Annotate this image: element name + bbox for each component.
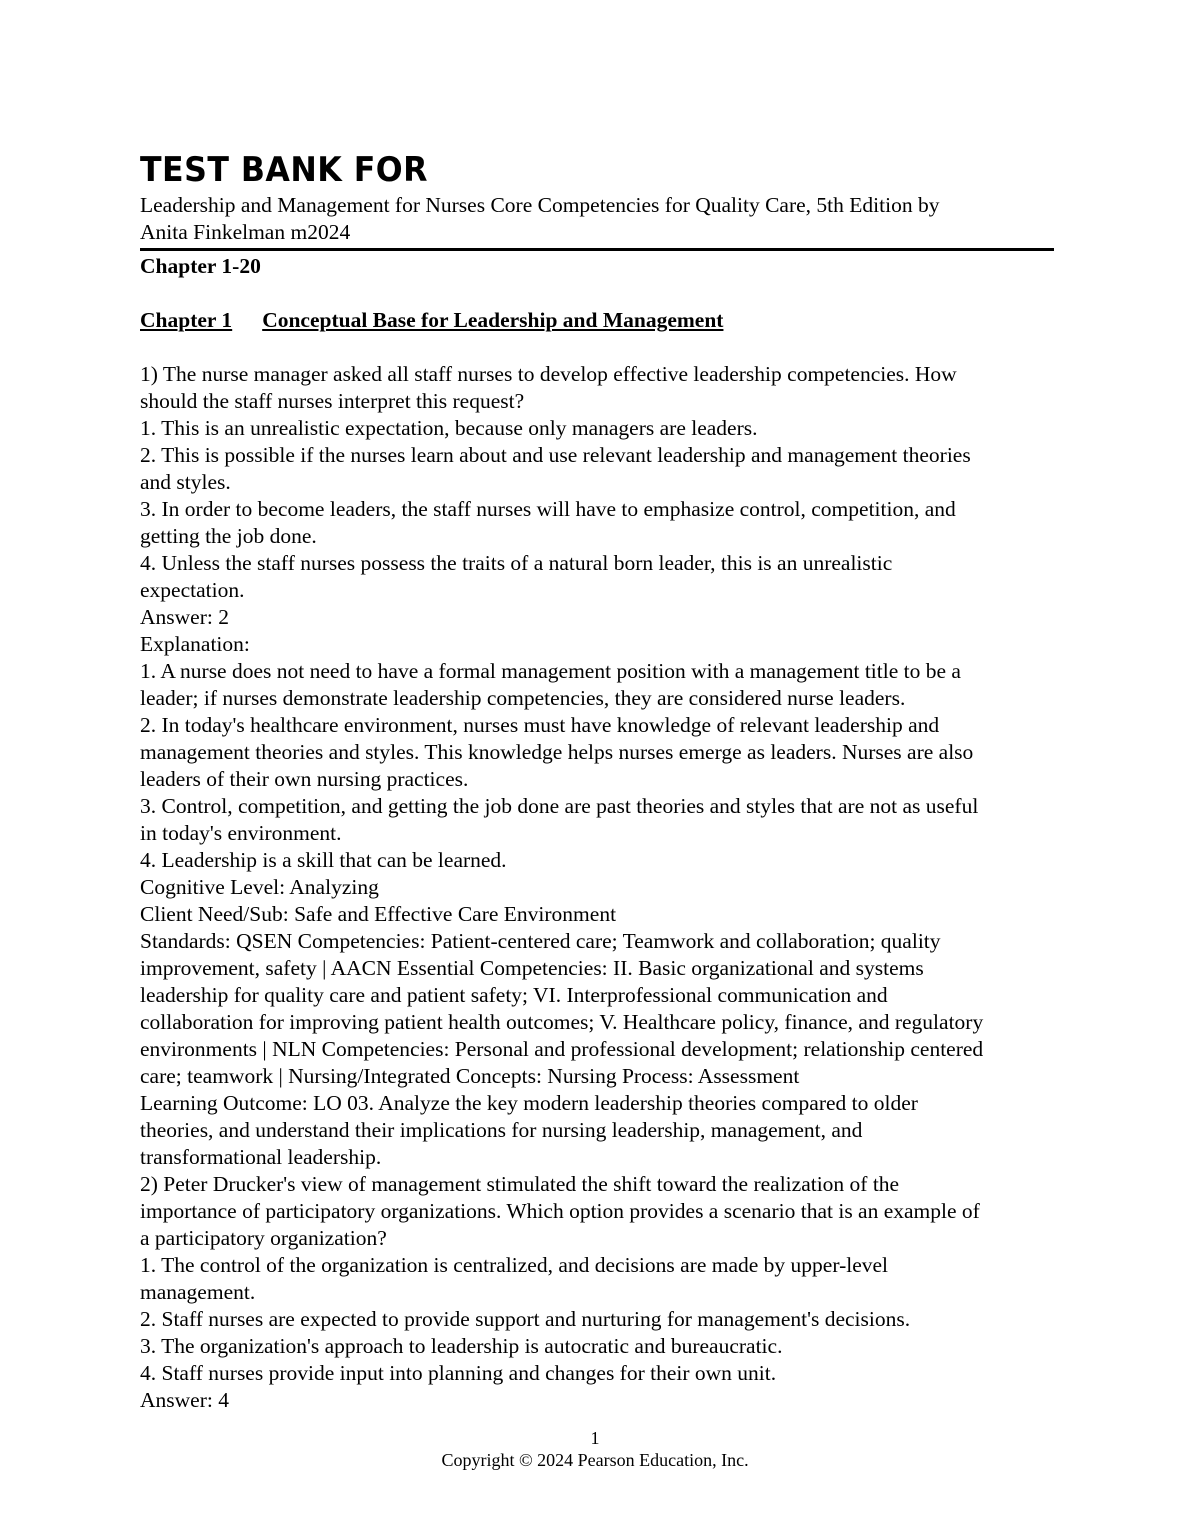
book-title-line-2: Anita Finkelman m2024 (140, 220, 351, 244)
page-content (140, 148, 1054, 1414)
text-line: 3. Control, competition, and getting the job done are past theories and styles that are not as useful (140, 794, 979, 818)
text-line: Cognitive Level: Analyzing (140, 875, 379, 899)
text-line: environments | NLN Competencies: Personal and professional development; relationship centered (140, 1037, 984, 1061)
text-line: 1. This is an unrealistic expectation, because only managers are leaders. (140, 416, 758, 440)
text-line: theories, and understand their implications for nursing leadership, management, and (140, 1118, 863, 1142)
text-line: 4. Leadership is a skill that can be learned. (140, 848, 507, 872)
document-title: TEST BANK FOR (140, 150, 428, 190)
text-line: in today's environment. (140, 821, 342, 845)
text-line: leaders of their own nursing practices. (140, 767, 469, 791)
text-line: 2. In today's healthcare environment, nurses must have knowledge of relevant leadership and (140, 713, 940, 737)
chapter-title: Conceptual Base for Leadership and Management (262, 308, 724, 332)
text-line: leadership for quality care and patient safety; VI. Interprofessional communication and (140, 983, 888, 1007)
text-line: importance of participatory organizations. Which option provides a scenario that is an example of (140, 1199, 980, 1223)
text-line: expectation. (140, 578, 245, 602)
text-line: a participatory organization? (140, 1226, 387, 1250)
text-line: 2) Peter Drucker's view of management stimulated the shift toward the realization of the (140, 1172, 900, 1196)
text-line: improvement, safety | AACN Essential Competencies: II. Basic organizational and systems (140, 956, 924, 980)
text-line: management. (140, 1280, 256, 1304)
chapter-range: Chapter 1-20 (140, 254, 261, 278)
text-line: management theories and styles. This knowledge helps nurses emerge as leaders. Nurses are also (140, 740, 974, 764)
text-line: 4. Unless the staff nurses possess the traits of a natural born leader, this is an unrealistic (140, 551, 893, 575)
text-line: collaboration for improving patient health outcomes; V. Healthcare policy, finance, and regulatory (140, 1010, 984, 1034)
text-line: getting the job done. (140, 524, 317, 548)
page-number: 1 (590, 1428, 600, 1448)
text-line: transformational leadership. (140, 1145, 382, 1169)
answer-line: Answer: 2 (140, 605, 229, 629)
title-divider (140, 248, 1054, 251)
text-line: care; teamwork | Nursing/Integrated Concepts: Nursing Process: Assessment (140, 1064, 800, 1088)
book-title-line-1: Leadership and Management for Nurses Core Competencies for Quality Care, 5th Edition by (140, 193, 940, 217)
text-line: Client Need/Sub: Safe and Effective Care Environment (140, 902, 617, 926)
text-line: leader; if nurses demonstrate leadership competencies, they are considered nurse leaders. (140, 686, 906, 710)
text-line: 2. This is possible if the nurses learn about and use relevant leadership and management theories (140, 443, 971, 467)
text-line: Explanation: (140, 632, 250, 656)
text-line: 3. The organization's approach to leadership is autocratic and bureaucratic. (140, 1334, 783, 1358)
chapter-number: Chapter 1 (140, 308, 233, 332)
text-line: 4. Staff nurses provide input into planning and changes for their own unit. (140, 1361, 777, 1385)
question-text-block (140, 361, 1054, 1414)
text-line: 1) The nurse manager asked all staff nurses to develop effective leadership competencies. How (140, 362, 957, 386)
text-line: 1. A nurse does not need to have a formal management position with a management title to be a (140, 659, 961, 683)
text-line: 2. Staff nurses are expected to provide support and nurturing for management's decisions. (140, 1307, 911, 1331)
text-line: Standards: QSEN Competencies: Patient-centered care; Teamwork and collaboration; quality (140, 929, 941, 953)
copyright-notice: Copyright © 2024 Pearson Education, Inc. (441, 1450, 749, 1470)
text-line: should the staff nurses interpret this request? (140, 389, 525, 413)
text-line: 3. In order to become leaders, the staff nurses will have to emphasize control, competition, and (140, 497, 956, 521)
text-line: Learning Outcome: LO 03. Analyze the key modern leadership theories compared to older (140, 1091, 918, 1115)
answer-line: Answer: 4 (140, 1388, 229, 1412)
chapter-heading (140, 307, 1054, 334)
text-line: 1. The control of the organization is centralized, and decisions are made by upper-level (140, 1253, 889, 1277)
text-line: and styles. (140, 470, 231, 494)
